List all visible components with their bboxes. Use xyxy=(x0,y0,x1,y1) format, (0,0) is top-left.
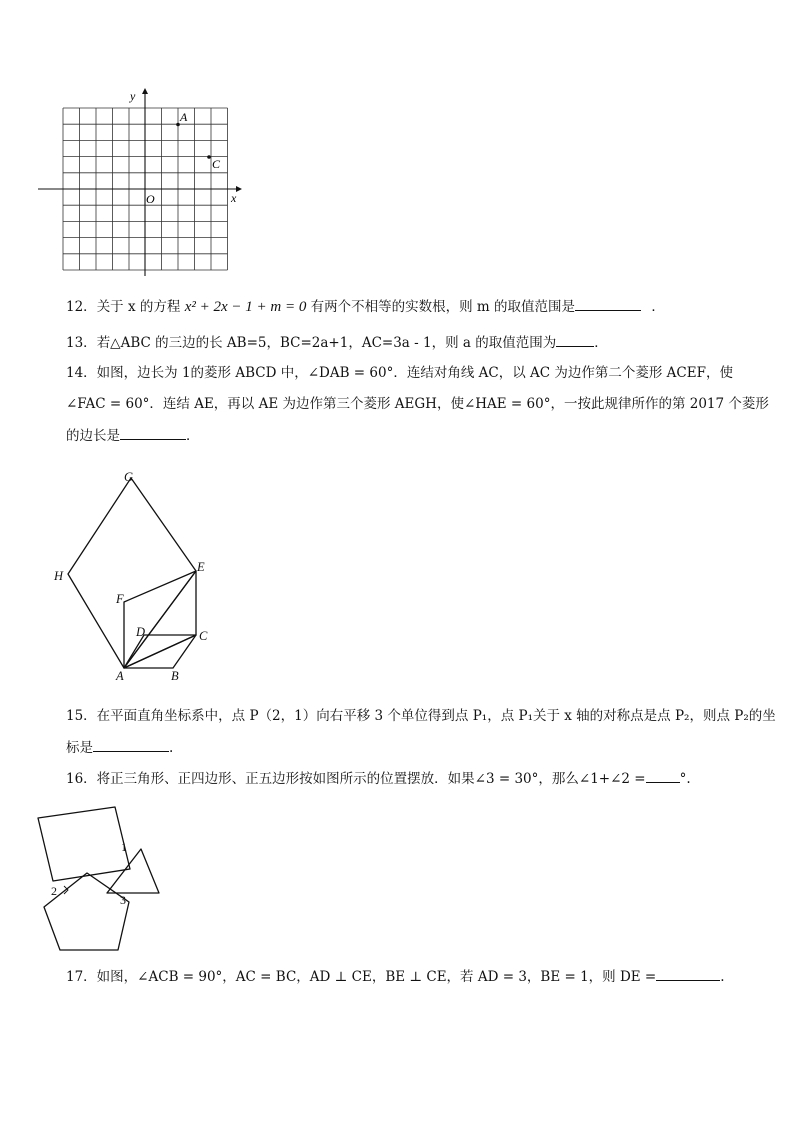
question-17 xyxy=(66,966,725,987)
q13-number: 13． xyxy=(66,335,97,351)
rhombus-aegh xyxy=(68,478,196,668)
label-e: E xyxy=(197,560,205,574)
q12-post: 有两个不相等的实数根，则 m 的取值范围是 xyxy=(310,299,576,315)
q14-end: ． xyxy=(186,428,200,444)
q13-end: ． xyxy=(594,335,608,351)
label-b: B xyxy=(171,669,179,683)
q12-pre: 关于 x 的方程 xyxy=(96,299,181,315)
angle-1-label: 1 xyxy=(121,840,127,854)
q17-end: . xyxy=(720,969,725,985)
q17-text: 17．如图，∠ACB = 90°，AC = BC，AD ⊥ CE，BE ⊥ CE，若 AD = 3，BE = 1，则 DE = xyxy=(66,969,657,985)
q13-text: 若△ABC 的三边的长 AB=5，BC=2a+1，AC=3a - 1，则 a 的取值范围为 xyxy=(96,335,557,351)
q14-line3-text: 的边长是 xyxy=(66,428,120,444)
q12-equation: x² + 2x − 1 + m = 0 xyxy=(184,299,307,315)
q14-line-2: ∠FAC = 60°．连结 AE，再以 AE 为边作第三个菱形 AEGH，使∠HAE = 60°，一按此规律所作的第 2017 个菱形 xyxy=(66,396,769,412)
label-h: H xyxy=(54,569,64,583)
square xyxy=(38,807,130,881)
q15-line-2 xyxy=(66,737,173,758)
point-a-label: A xyxy=(180,110,188,124)
rhombus-figure xyxy=(50,464,220,684)
q15-line-1: 15．在平面直角坐标系中，点 P（2，1）向右平移 3 个单位得到点 P₁，点 P₁关于 x 轴的对称点是点 P₂，则点 P₂的坐 xyxy=(66,708,776,724)
q15-end: . xyxy=(169,740,174,756)
q14-answer-blank[interactable] xyxy=(120,425,186,440)
coordinate-grid-figure xyxy=(36,86,246,282)
question-13 xyxy=(66,332,608,353)
polygons-figure xyxy=(34,804,164,954)
x-axis-label: x xyxy=(231,191,237,205)
angle-3-label: 3 xyxy=(120,893,126,907)
q16-answer-blank[interactable] xyxy=(646,768,680,783)
angle-2-label: 2 xyxy=(51,884,57,898)
q14-line-3 xyxy=(66,425,200,446)
label-a: A xyxy=(116,669,124,683)
question-16 xyxy=(66,768,691,789)
y-axis-label: y xyxy=(130,89,136,103)
q12-end: ． xyxy=(651,299,665,315)
q13-answer-blank[interactable] xyxy=(556,332,594,347)
q17-answer-blank[interactable] xyxy=(656,966,720,981)
q12-number: 12． xyxy=(66,299,97,315)
q16-text: 16．将正三角形、正四边形、正五边形按如图所示的位置摆放．如果∠3 = 30°，那么∠1+∠2 = xyxy=(66,771,646,787)
question-12 xyxy=(66,296,665,317)
q14-line-1: 14．如图，边长为 1的菱形 ABCD 中，∠DAB = 60°．连结对角线 AC，以 AC 为边作第二个菱形 ACEF，使 xyxy=(66,365,733,381)
point-c-label: C xyxy=(212,157,221,171)
origin-label: O xyxy=(146,192,155,206)
label-g: G xyxy=(124,470,134,484)
label-c: C xyxy=(199,629,208,643)
q15-answer-blank[interactable] xyxy=(93,737,169,752)
q16-end: °. xyxy=(679,771,691,787)
label-f: F xyxy=(116,592,124,606)
label-d: D xyxy=(136,625,146,639)
point-c-dot xyxy=(207,155,211,159)
diagonal-ae xyxy=(124,571,196,668)
q12-answer-blank[interactable] xyxy=(575,296,641,311)
q15-line2-text: 标是 xyxy=(66,740,93,756)
